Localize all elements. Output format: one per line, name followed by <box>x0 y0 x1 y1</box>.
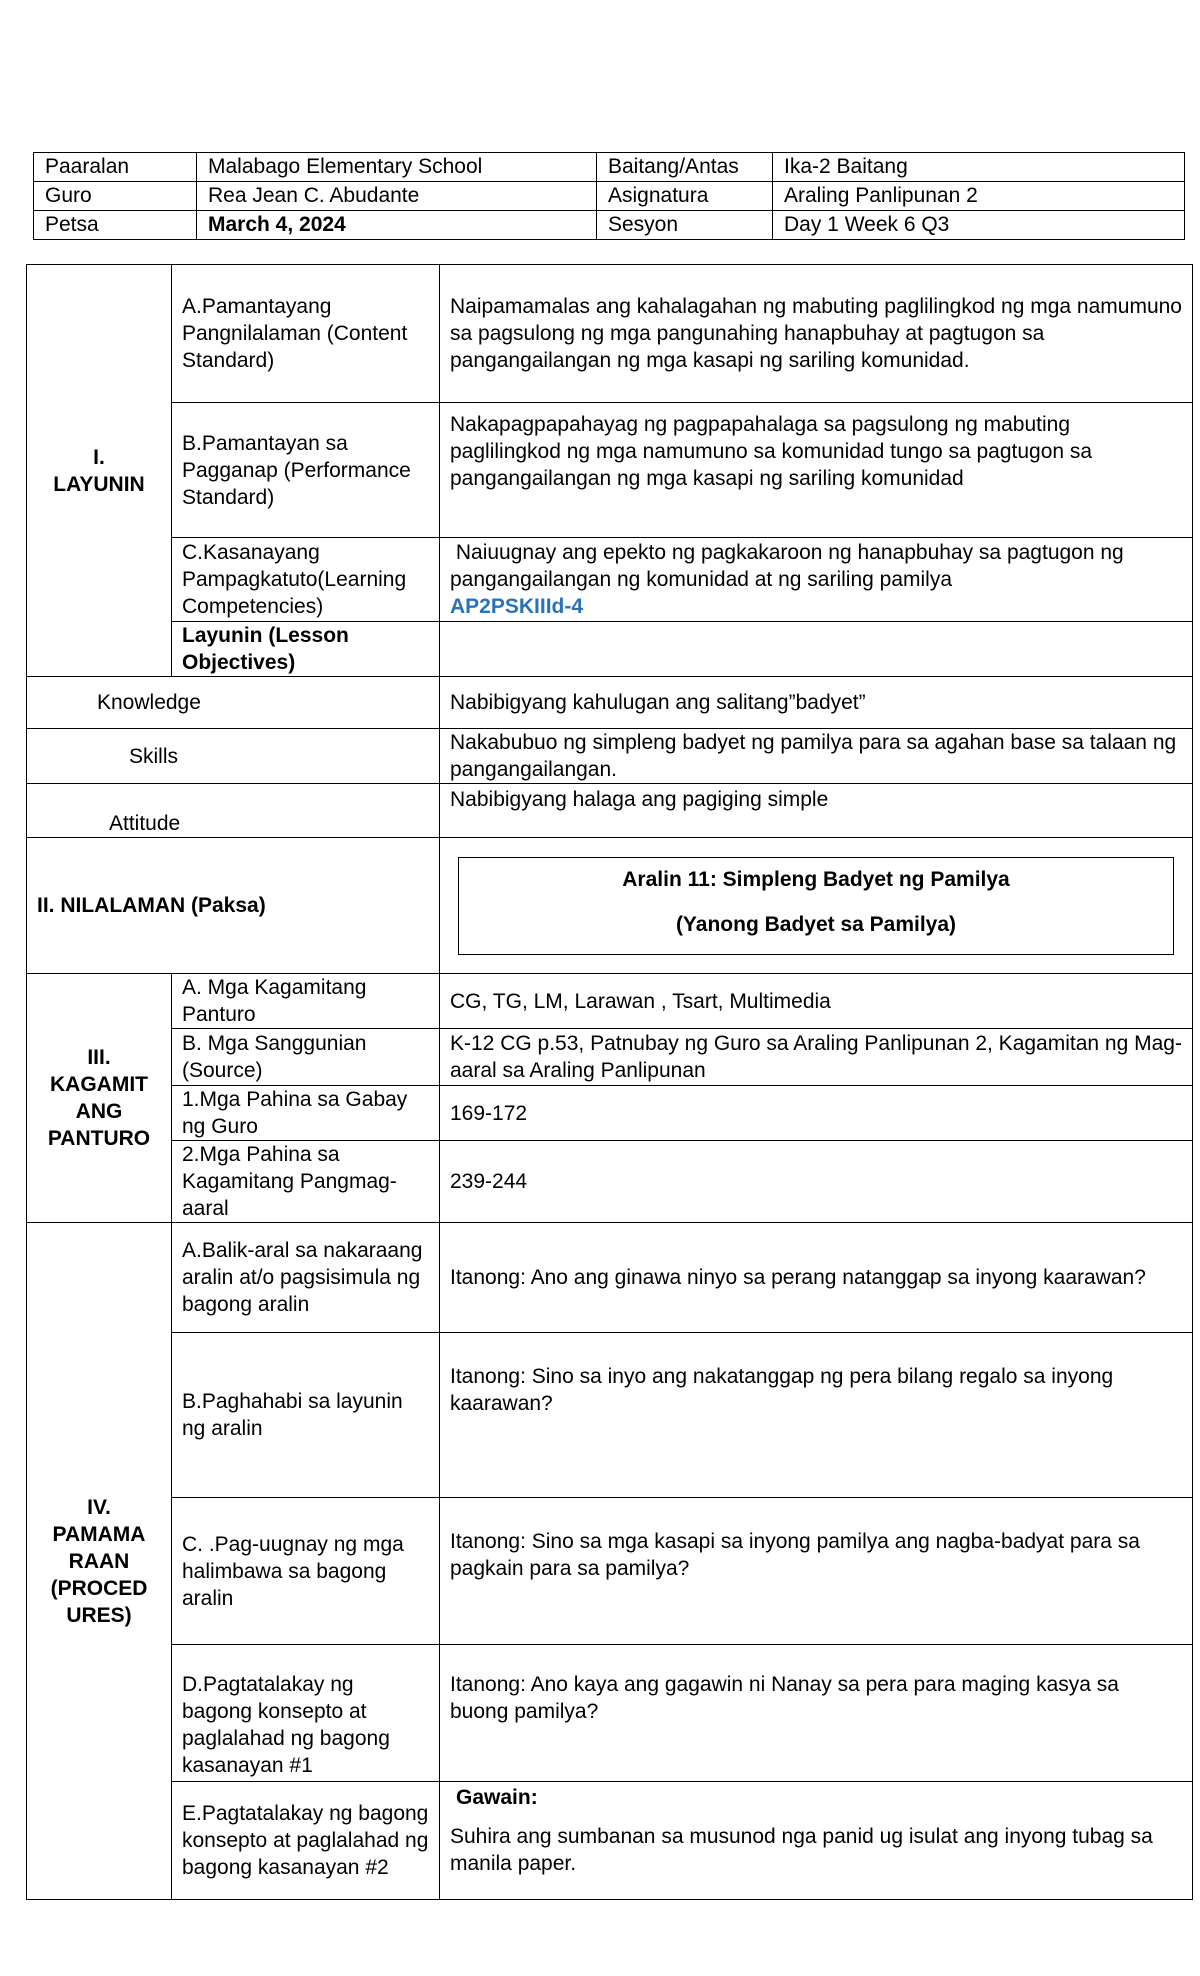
procedure-b-row <box>27 1333 1193 1498</box>
lesson-plan-table <box>26 264 1193 1900</box>
knowledge-text: Nabibigyang kahulugan ang salitang”badyet” <box>440 677 1193 729</box>
session-label: Sesyon <box>597 211 773 240</box>
procedure-a-label: A.Balik-aral sa nakaraang aralin at/o pagsisimula ng bagong aralin <box>172 1223 440 1333</box>
skills-label: Skills <box>27 729 440 784</box>
teacher-label: Guro <box>34 182 197 211</box>
school-value: Malabago Elementary School <box>197 153 597 182</box>
subject-value: Araling Panlipunan 2 <box>773 182 1185 211</box>
skills-row <box>27 729 1193 784</box>
header-row-date <box>34 211 1185 240</box>
grade-label: Baitang/Antas <box>597 153 773 182</box>
guide-pages-text: 169-172 <box>440 1086 1193 1141</box>
session-value: Day 1 Week 6 Q3 <box>773 211 1185 240</box>
sources-text: K-12 CG p.53, Patnubay ng Guro sa Araling Panlipunan 2, Kagamitan ng Mag-aaral sa Araling Panlipunan <box>440 1029 1193 1086</box>
grade-value: Ika-2 Baitang <box>773 153 1185 182</box>
objectives-header-row <box>27 622 1193 677</box>
section-nilalaman: II. NILALAMAN (Paksa) <box>27 838 440 974</box>
content-standard-text: Naipamamalas ang kahalagahan ng mabuting paglilingkod ng mga namumuno sa pagsulong ng mga pangunahing hanapbuhay at pagtugon sa pangangailangan ng mga kasapi ng sariling komunidad. <box>440 265 1193 403</box>
lesson-title: Aralin 11: Simpleng Badyet ng Pamilya <box>622 867 1010 891</box>
learner-pages-label: 2.Mga Pahina sa Kagamitang Pangmag-aaral <box>172 1141 440 1223</box>
attitude-label: Attitude <box>27 784 440 838</box>
performance-standard-label: B.Pamantayan sa Pagganap (Performance Standard) <box>172 403 440 538</box>
procedure-d-row <box>27 1645 1193 1782</box>
procedure-c-text: Itanong: Sino sa mga kasapi sa inyong pamilya ang nagba-badyat para sa pagkain para sa pamilya? <box>440 1498 1193 1645</box>
attitude-text: Nabibigyang halaga ang pagiging simple <box>440 784 1193 838</box>
competency-text: Naiuugnay ang epekto ng pagkakaroon ng hanapbuhay sa pagtugon ng pangangailangan ng komunidad at ng sariling pamilya <box>450 541 1130 591</box>
procedure-a-text: Itanong: Ano ang ginawa ninyo sa perang natanggap sa inyong kaarawan? <box>440 1223 1193 1333</box>
objectives-empty <box>440 622 1193 677</box>
competency-cell <box>440 538 1193 622</box>
lesson-title-cell <box>440 838 1193 974</box>
skills-text: Nakabubuo ng simpleng badyet ng pamilya para sa agahan base sa talaan ng pangangailangan. <box>440 729 1193 784</box>
procedure-d-label: D.Pagtatalakay ng bagong konsepto at paglalahad ng bagong kasanayan #1 <box>172 1645 440 1782</box>
content-standard-label: A.Pamantayang Pangnilalaman (Content Standard) <box>172 265 440 403</box>
guide-pages-label: 1.Mga Pahina sa Gabay ng Guro <box>172 1086 440 1141</box>
date-label: Petsa <box>34 211 197 240</box>
procedure-e-cell <box>440 1782 1193 1900</box>
objectives-label: Layunin (Lesson Objectives) <box>172 622 440 677</box>
header-row-school <box>34 153 1185 182</box>
header-table <box>33 152 1185 240</box>
performance-standard-row <box>27 403 1193 538</box>
procedure-b-text: Itanong: Sino sa inyo ang nakatanggap ng pera bilang regalo sa inyong kaarawan? <box>440 1333 1193 1498</box>
attitude-row <box>27 784 1193 838</box>
gawain-text: Suhira ang sumbanan sa musunod nga panid ug isulat ang inyong tubag sa manila paper. <box>450 1825 1153 1875</box>
procedure-c-row <box>27 1498 1193 1645</box>
lesson-subtitle: (Yanong Badyet sa Pamilya) <box>675 912 957 936</box>
competency-row <box>27 538 1193 622</box>
competency-label: C.Kasanayang Pampagkatuto(Learning Competencies) <box>172 538 440 622</box>
procedure-a-row <box>27 1223 1193 1333</box>
lesson-title-box <box>458 857 1174 955</box>
section-pamamaraan: IV. PAMAMA RAAN (PROCED URES) <box>27 1223 172 1900</box>
nilalaman-row <box>27 838 1193 974</box>
materials-text: CG, TG, LM, Larawan , Tsart, Multimedia <box>440 974 1193 1029</box>
section-layunin: I. LAYUNIN <box>27 265 172 677</box>
header-row-teacher <box>34 182 1185 211</box>
guide-pages-row <box>27 1086 1193 1141</box>
sources-row <box>27 1029 1193 1086</box>
knowledge-label: Knowledge <box>27 677 440 729</box>
materials-label: A. Mga Kagamitang Panturo <box>172 974 440 1029</box>
learner-pages-row <box>27 1141 1193 1223</box>
materials-row <box>27 974 1193 1029</box>
content-standard-row <box>27 265 1193 403</box>
procedure-c-label: C. .Pag-uugnay ng mga halimbawa sa bagong aralin <box>172 1498 440 1645</box>
gawain-title: Gawain: <box>456 1786 538 1809</box>
procedure-e-label: E.Pagtatalakay ng bagong konsepto at paglalahad ng bagong kasanayan #2 <box>172 1782 440 1900</box>
competency-code: AP2PSKIIId-4 <box>450 595 584 618</box>
knowledge-row <box>27 677 1193 729</box>
teacher-value: Rea Jean C. Abudante <box>197 182 597 211</box>
learner-pages-text: 239-244 <box>440 1141 1193 1223</box>
section-kagamitan: III. KAGAMIT ANG PANTURO <box>27 974 172 1223</box>
procedure-b-label: B.Paghahabi sa layunin ng aralin <box>172 1333 440 1498</box>
procedure-d-text: Itanong: Ano kaya ang gagawin ni Nanay sa pera para maging kasya sa buong pamilya? <box>440 1645 1193 1782</box>
sources-label: B. Mga Sanggunian (Source) <box>172 1029 440 1086</box>
date-value: March 4, 2024 <box>197 211 597 240</box>
procedure-e-row <box>27 1782 1193 1900</box>
school-label: Paaralan <box>34 153 197 182</box>
subject-label: Asignatura <box>597 182 773 211</box>
performance-standard-text: Nakapagpapahayag ng pagpapahalaga sa pagsulong ng mabuting paglilingkod ng mga namumuno sa komunidad tungo sa pagtugon sa pangangailangan ng mga kasapi ng sariling komunidad <box>440 403 1193 538</box>
